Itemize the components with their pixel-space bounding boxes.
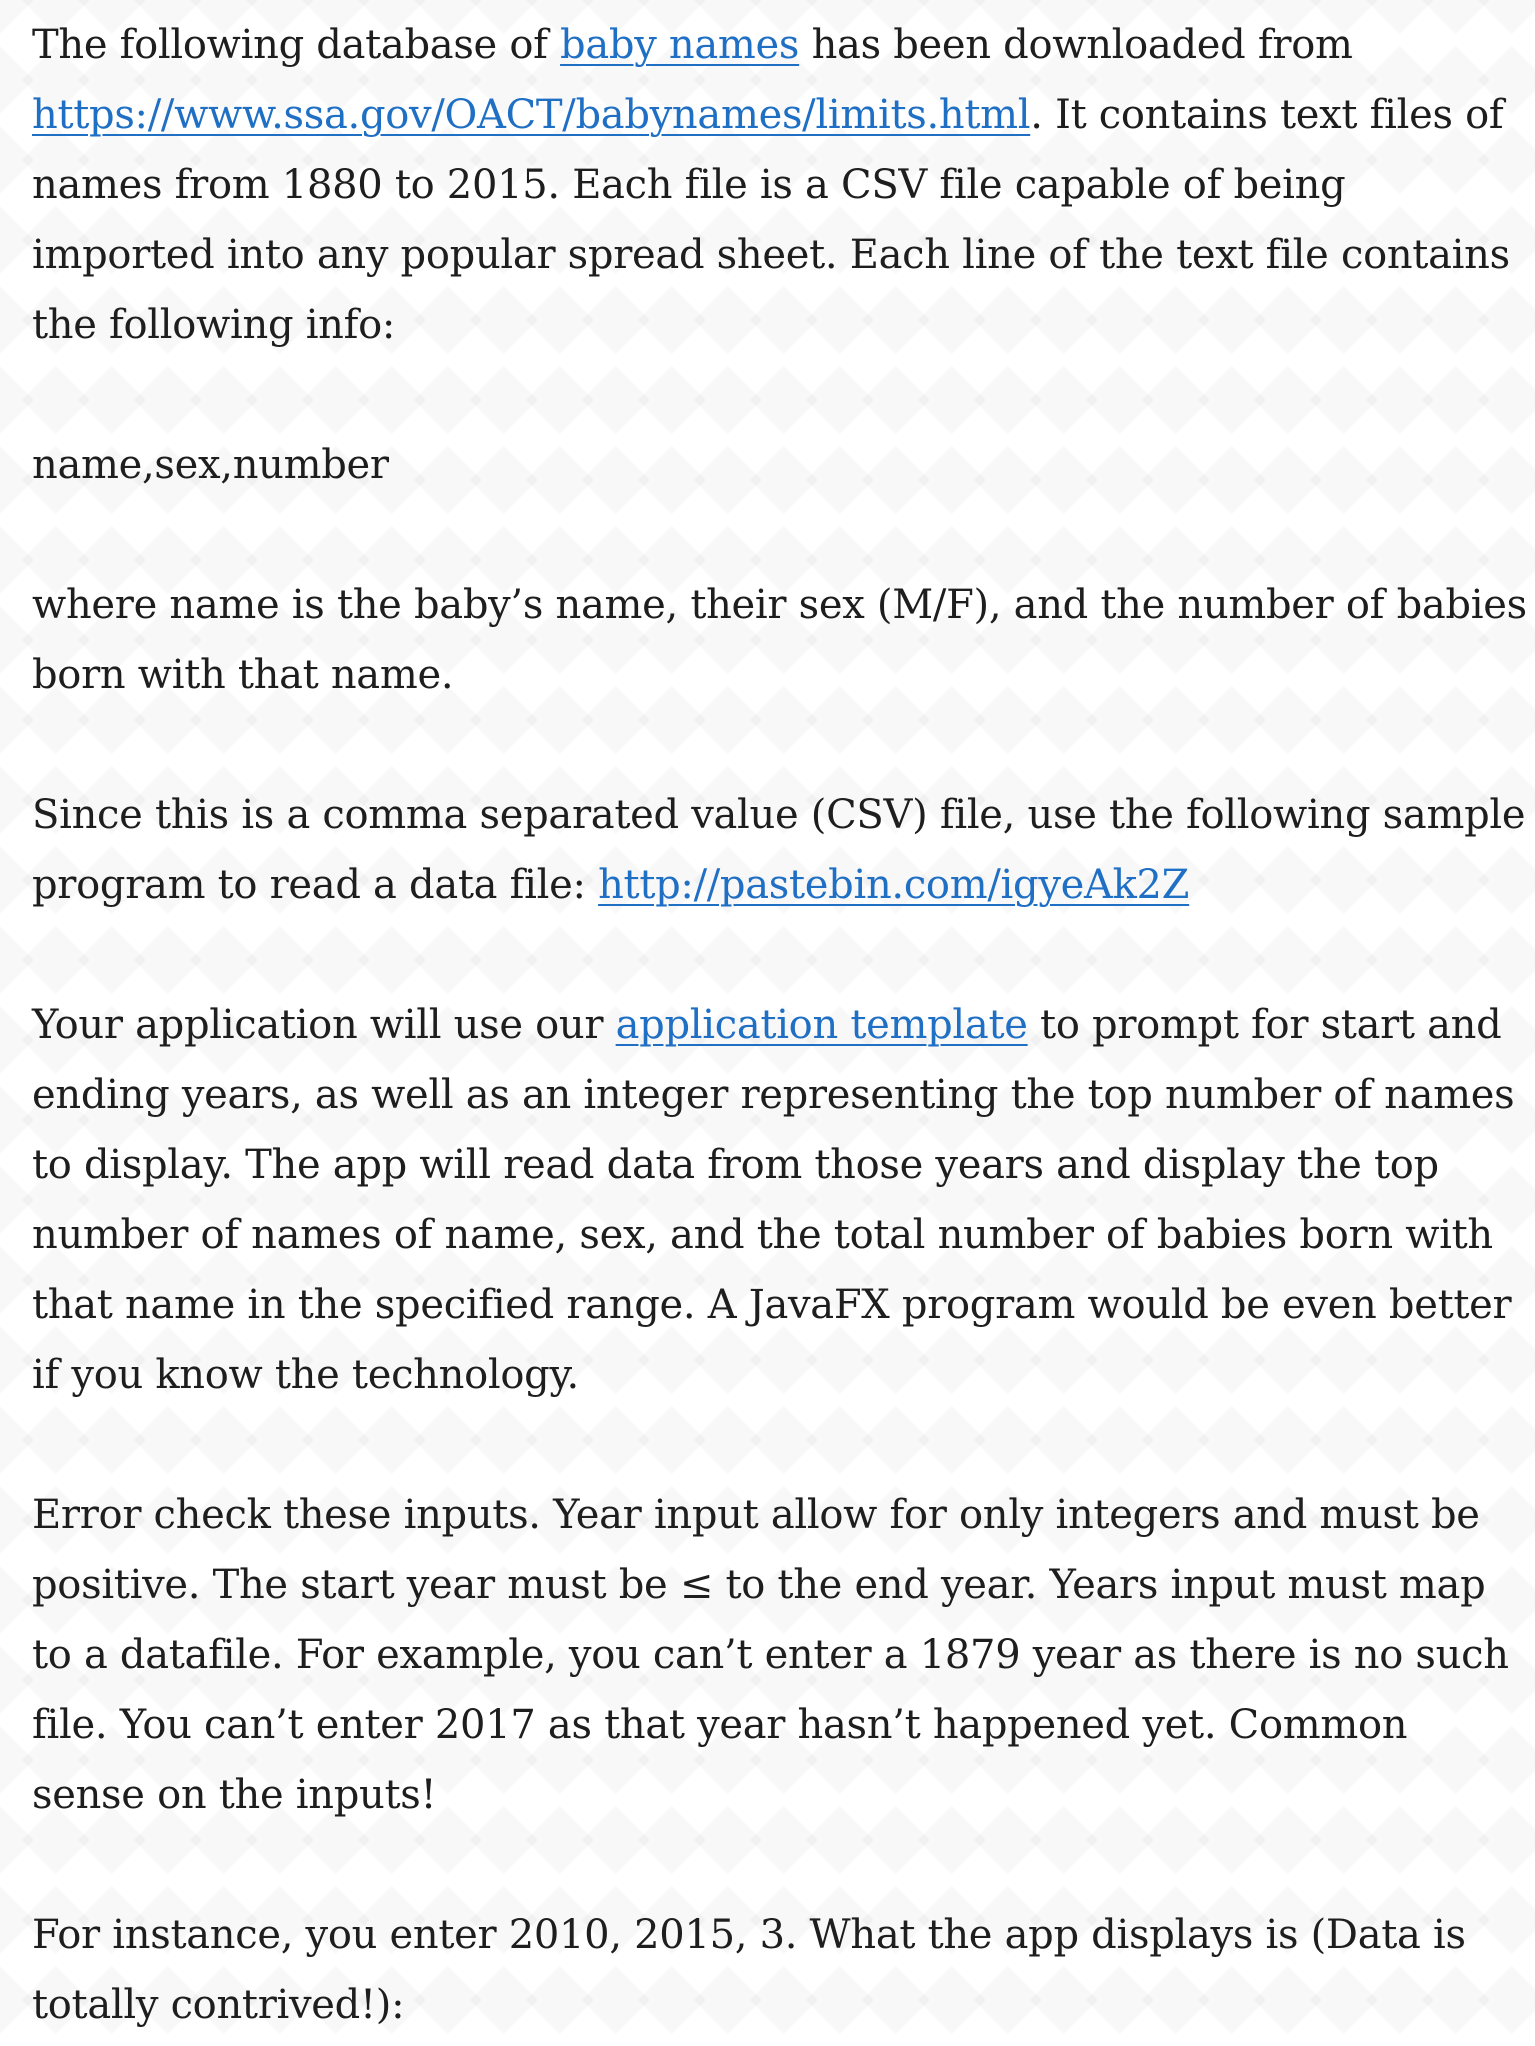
csv-paragraph <box>32 780 1532 920</box>
error-check-paragraph: Error check these inputs. Year input allow for only integers and must be positive. The start year must be ≤ to the end year. Years input must map to a datafile. For example, you can’t enter a 1879 year as there is no such file. You can’t enter 2017 as that year hasn’t happened yet. Common sense on the inputs! <box>32 1492 1509 1818</box>
intro-text-1: The following database of <box>32 22 561 68</box>
csv-text: Since this is a comma separated value (CSV) file, use the following sample program to read a data file: <box>32 792 1526 908</box>
document-body <box>32 10 1532 2040</box>
application-paragraph <box>32 990 1532 1410</box>
pastebin-link[interactable]: http://pastebin.com/igyeAk2Z <box>598 862 1190 908</box>
application-template-link[interactable]: application template <box>615 1002 1028 1048</box>
app-text-2: to prompt for start and ending years, as well as an integer representing the top number of names to display. The app will read data from those years and display the top number of names of name, sex, and the total number of babies born with that name in the specified range. A JavaFX program would be even better if you know the technology. <box>32 1002 1515 1398</box>
baby-names-link[interactable]: baby names <box>560 22 800 68</box>
ssa-limits-link[interactable]: https://www.ssa.gov/OACT/babynames/limits.html <box>32 92 1031 138</box>
where-paragraph: where name is the baby’s name, their sex (M/F), and the number of babies born with that name. <box>32 582 1527 698</box>
intro-text-2: has been downloaded from <box>799 22 1353 68</box>
intro-paragraph <box>32 10 1532 360</box>
app-text-1: Your application will use our <box>32 1002 616 1048</box>
intro-text-3: . It contains text files of names from 1880 to 2015. Each file is a CSV file capable of being imported into any popular spread sheet. Each line of the text file contains the following info: <box>32 92 1510 348</box>
instance-paragraph: For instance, you enter 2010, 2015, 3. What the app displays is (Data is totally contrived!): <box>32 1912 1466 2028</box>
format-line: name,sex,number <box>32 442 389 488</box>
